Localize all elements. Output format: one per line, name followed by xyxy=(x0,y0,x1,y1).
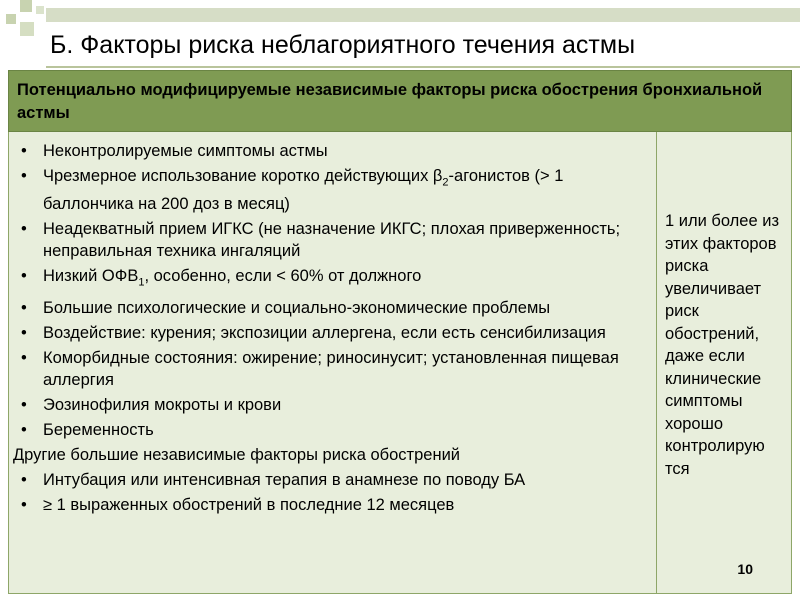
list-item-text: Эозинофилия мокроты и крови xyxy=(43,395,282,414)
risk-factors-column xyxy=(9,132,657,593)
list-item-text: -агонистов (> 1 баллончика на 200 доз в месяц) xyxy=(43,167,564,214)
list-item-text: ≥ 1 выраженных обострений в последние 12 месяцев xyxy=(43,495,455,514)
list-item xyxy=(13,140,652,162)
bullet-marker: • xyxy=(21,495,27,514)
list-item xyxy=(13,419,652,441)
bullet-marker: • xyxy=(21,323,27,342)
list-item-text: Воздействие: курения; экспозиции аллергена, если есть сенсибилизация xyxy=(43,323,606,342)
list-item-text: Неадекватный прием ИГКС (не назначение ИКГС; плохая приверженность; неправильная техника ингаляций xyxy=(43,220,621,261)
table-header-text: Потенциально модифицируемые независимые факторы риска обострения бронхиальной астмы xyxy=(17,81,763,122)
bullet-marker: • xyxy=(21,470,27,489)
page-number: 10 xyxy=(737,561,753,577)
other-factors-heading: Другие большие независимые факторы риска обострений xyxy=(13,445,461,464)
bullet-marker: • xyxy=(21,298,27,317)
list-item xyxy=(13,165,652,215)
top-accent-bar xyxy=(46,8,800,22)
bullet-marker: • xyxy=(21,167,27,185)
risk-factors-list xyxy=(13,140,652,519)
list-item-text: Коморбидные состояния: ожирение; риносинусит; установленная пищевая аллергия xyxy=(43,348,619,389)
decor-square xyxy=(36,6,44,14)
list-item-text: Большие психологические и социально-экономические проблемы xyxy=(43,298,551,317)
list-item-text: Чрезмерное использование коротко действующих β xyxy=(43,167,443,185)
bullet-marker: • xyxy=(21,142,27,160)
bullet-marker: • xyxy=(21,348,27,367)
subscript: 2 xyxy=(442,176,449,189)
slide-title: Б. Факторы риска неблагориятного течения астмы xyxy=(50,31,636,59)
title-rule xyxy=(46,66,800,68)
table-header xyxy=(8,70,792,132)
bullet-marker: • xyxy=(21,420,27,439)
decorative-squares xyxy=(6,0,46,45)
list-item xyxy=(13,265,652,293)
list-item-text: Интубация или интенсивная терапия в анамнезе по поводу БА xyxy=(43,470,526,489)
list-item xyxy=(13,297,652,319)
decor-square xyxy=(20,22,34,36)
bullet-marker: • xyxy=(21,395,27,414)
list-item-text: Беременность xyxy=(43,420,154,439)
list-item-text: Низкий ОФВ xyxy=(43,267,139,286)
list-item xyxy=(13,394,652,416)
list-item xyxy=(13,347,652,391)
note-text: 1 или более из этих факторов риска увеличивает риск обострений, даже если клинические симптомы хорошо контролирую тся xyxy=(665,212,780,478)
table-body xyxy=(8,132,792,594)
list-item-text: , особенно, если < 60% от должного xyxy=(144,267,422,286)
decor-square xyxy=(20,0,32,12)
list-item xyxy=(13,494,652,516)
bullet-marker: • xyxy=(21,267,27,286)
list-item xyxy=(13,322,652,344)
bullet-marker: • xyxy=(21,220,27,239)
note-column xyxy=(657,132,791,593)
subscript: 1 xyxy=(138,276,145,289)
list-item xyxy=(13,218,652,262)
decor-square xyxy=(6,14,16,24)
list-item xyxy=(13,469,652,491)
list-item-text: Неконтролируемые симптомы астмы xyxy=(43,142,328,160)
